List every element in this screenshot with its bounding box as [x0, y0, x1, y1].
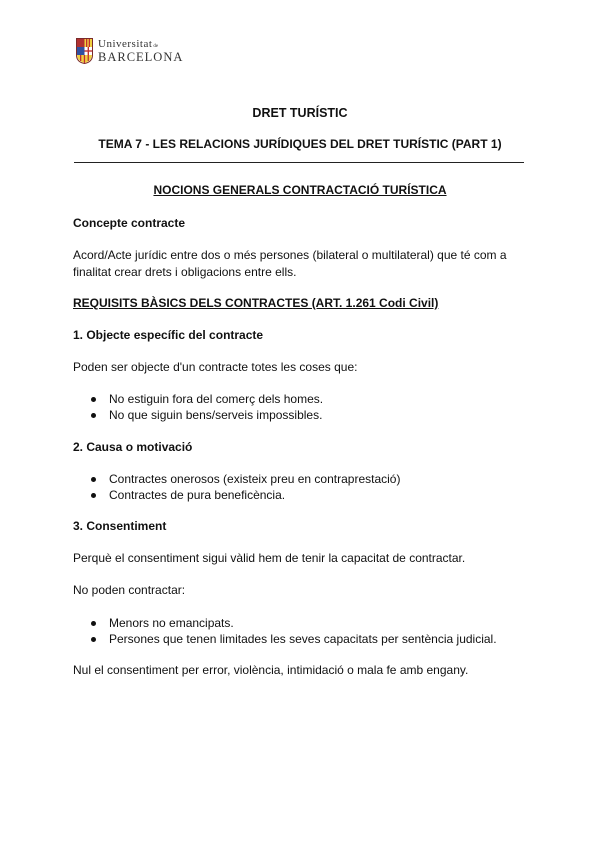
list-item: No estiguin fora del comerç dels homes. — [90, 391, 323, 407]
objecte-heading: 1. Objecte específic del contracte — [73, 328, 264, 342]
consentiment-text: Perquè el consentiment sigui vàlid hem de tenir la capacitat de contractar. — [73, 551, 466, 565]
list-item: Persones que tenen limitades les seves capacitats per sentència judicial. — [90, 631, 497, 647]
document-subtitle: TEMA 7 - LES RELACIONS JURÍDIQUES DEL DRET TURÍSTIC (PART 1) — [98, 137, 502, 151]
title-divider — [74, 162, 524, 163]
logo-university-text: Universitat — [98, 37, 153, 50]
no-poden-list — [90, 615, 497, 647]
requisits-heading: REQUISITS BÀSICS DELS CONTRACTES (ART. 1.261 Codi Civil) — [73, 296, 439, 310]
list-item: No que siguin bens/serveis impossibles. — [90, 407, 323, 423]
document-title: DRET TURÍSTIC — [252, 106, 348, 120]
causa-heading: 2. Causa o motivació — [73, 440, 193, 454]
nul-text: Nul el consentiment per error, violència, intimidació o mala fe amb engany. — [73, 663, 469, 677]
university-logo — [76, 38, 183, 64]
section-title: NOCIONS GENERALS CONTRACTACIÓ TURÍSTICA — [153, 183, 447, 197]
objecte-intro: Poden ser objecte d'un contracte totes les coses que: — [73, 360, 358, 374]
concept-text: Acord/Acte jurídic entre dos o més persones (bilateral o multilateral) que té com a finalitat crear drets i obligacions entre ells. — [73, 248, 507, 279]
list-item: Contractes onerosos (existeix preu en contraprestació) — [90, 471, 400, 487]
list-item: Contractes de pura beneficència. — [90, 487, 400, 503]
list-item: Menors no emancipats. — [90, 615, 497, 631]
university-shield-icon — [76, 38, 93, 64]
no-poden-text: No poden contractar: — [73, 583, 186, 597]
causa-list — [90, 471, 400, 503]
concept-heading: Concepte contracte — [73, 216, 186, 230]
logo-de-text: de — [153, 43, 159, 49]
objecte-list — [90, 391, 323, 423]
logo-barcelona-text: BARCELONA — [98, 49, 184, 64]
consentiment-heading: 3. Consentiment — [73, 519, 167, 533]
